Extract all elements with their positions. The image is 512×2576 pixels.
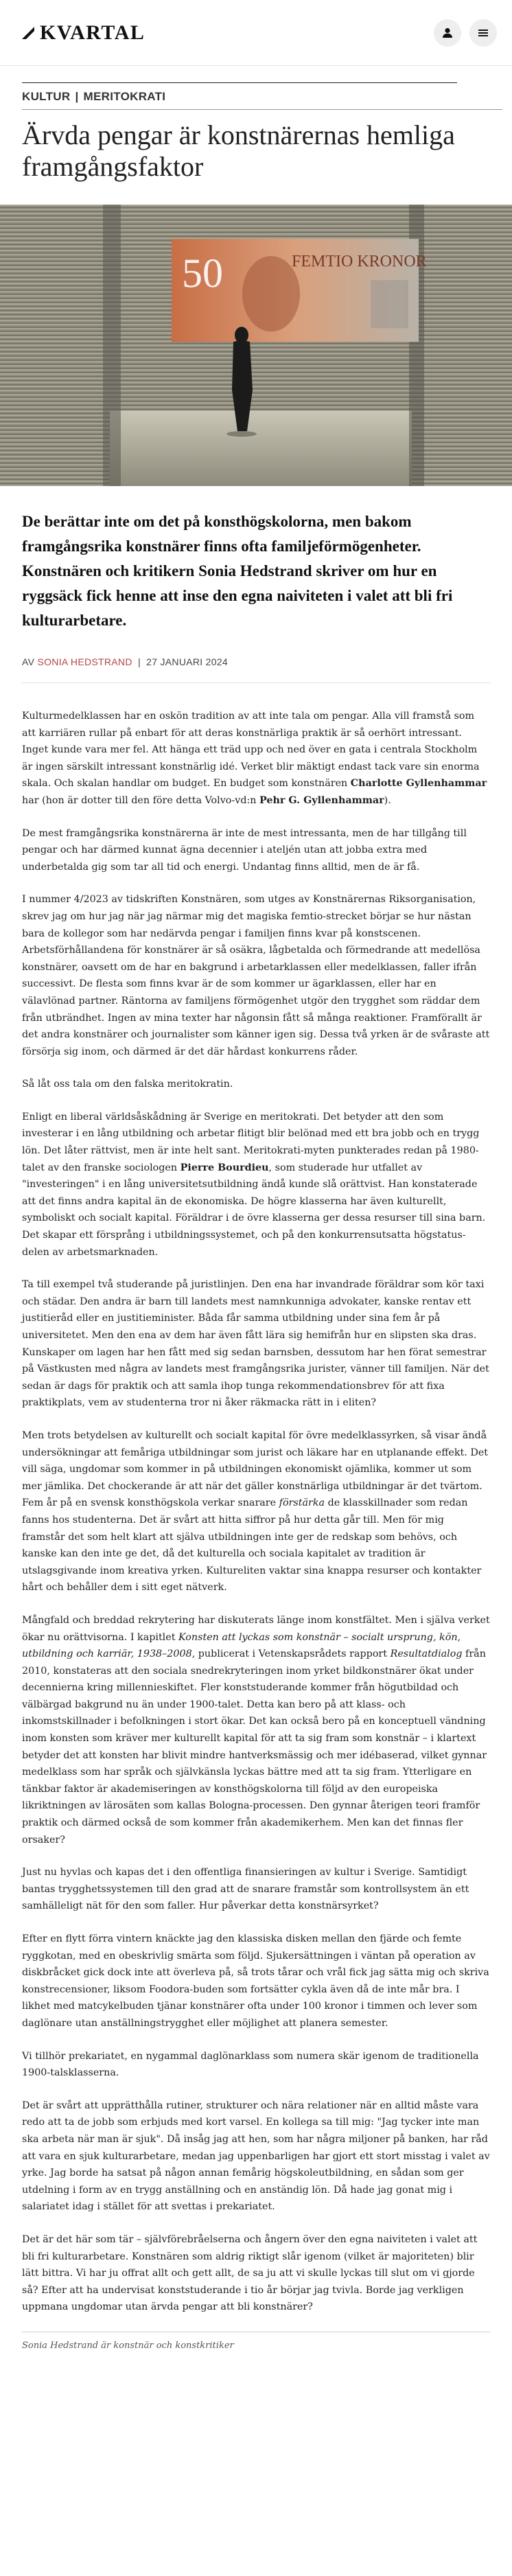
text-run: I nummer 4/2023 av tidskriften Konstnären, som utges av Konstnärernas Riksorganisation, skrev jag om hur jag när jag närmar mig det magiska femtio-strecket börjar se hur nästan bara de kollegor som har nedärvda pengar i familjen finns kvar på konstscenen. Arbetsförhållandena för konstnärer är så osäkra, lågbetalda och förmedrande att medellösa konstnärer, oavsett om de har en bakgrund i arbetarklassen eller medelklassen, faller ifrån successivt. De flesta som finns kvar är de som kommer ur ägarklassen, eller har en välavlönad partner. Räntorna av familjens förmögenhet utgör den trygghet som räddar dem från utbrändhet. Ingen av mina texter har någonsin fått så många reaktioner. Framförallt är det andra konstnärer och journalister som känner igen sig. Dessa två yrken är de svåraste att försörja sig inom, och därmed är det där hårdast konkurrens råder.	[22, 894, 490, 1057]
bold-name: Charlotte Gyllenhammar	[350, 778, 487, 790]
body-paragraph	[22, 1864, 490, 1915]
text-run: , publicerat i Vetenskapsrådets rapport	[191, 1648, 391, 1660]
article-title: Ärvda pengar är konstnärernas hemliga framgångsfaktor	[22, 119, 455, 182]
user-icon[interactable]	[434, 19, 461, 47]
bold-name: Pierre Bourdieu	[180, 1162, 269, 1173]
byline-divider	[22, 682, 490, 683]
text-run: från 2010, konstateras att den sociala snedrekryteringen inom yrket bildkonstnärer ökat under decennierna kring millennieskiftet. Fler konststuderande kommer från högutbildad och välbärgad bakgrund nu än under 1900-talet. Detta kan bero på att klass- och inkomstskillnader i befolkningen i stort ökar. Det kan också bero på en konceptuell vändning inom konsten som kräver mer kulturellt kapital för att ta sig fram som konstnär – i klartext betyder det att konsten har blivit mindre hantverksmässig och mer idébaserad, vilket gynnar medelklass som har språk och självkänsla lyckas bättre med att ta sig fram. Ytterligare en tänkbar faktor är akademiseringen av konsthögskolorna till följd av den europeiska likriktningen av lärosäten som kallas Bologna-processen. Den gynnar återigen teori framför praktik och därmed också de som kommer från akademikerhem. Men kan det finnas fler orsaker?	[22, 1648, 487, 1845]
title-divider	[22, 109, 502, 110]
italic-title: Konsten att lyckas som konstnär – socialt ursprung, kön, utbildning och karriär, 1938–2008	[22, 1631, 461, 1660]
text-run: Mångfald och breddad rekrytering har diskuterats länge inom konstfältet. Men i själva verket ökar nu orättvisorna. I kapitlet	[22, 1614, 490, 1643]
body-paragraph	[22, 2231, 490, 2316]
text-run: Enligt en liberal världsåskådning är Sverige en meritokrati. Det betyder att den som investerar i en lång utbildning och arbetar flitigt blir belönad med ett bra jobb och en trygg lön. Det låter rättvist, men är inte helt sant. Meritokrati-myten punkterades redan på 1980-talet av den franske sociologen	[22, 1111, 480, 1173]
text-run: Men trots betydelsen av kulturellt och socialt kapital för övre medelklassyrken, så visar ändå undersökningar att femåriga utbildningar som jurist och läkare har en utplanande effekt. Det vill säga, ungdomar som kommer in på utbildningen ekonomiskt ojämlika, kommer ut som mer jämlika. Det chockerande är att när det gäller konstnärliga utbildningar är det tvärtom. Fem år på en svensk konsthögskola verkar snarare	[22, 1429, 489, 1509]
text-run: Just nu hyvlas och kapas det i den offentliga finansieringen av kultur i Sverige. Samtidigt bantas trygghetssystemen till den grad att de snarare framstår som kontrollsystem än ett samhälleligt nät för den som faller. Hur påverkar detta konstnärsyrket?	[22, 1867, 469, 1912]
text-run: de klasskillnader som redan fanns hos studenterna. Det är svårt att hitta siffror på hur detta går till. Men för mig framstår det som helt klart att själva utbildningen inte ger de redskap som behövs, och kanske kan den inte ge det, då det kulturella och sociala kapitalet av tradition är utslagsgivande inom kreativa yrken. Kultureliten vaktar sina knappa resurser och kontakter hårt och behåller dem i sitt eget nätverk.	[22, 1497, 482, 1594]
text-run: Kulturmedelklassen har en oskön tradition av att inte tala om pengar. Alla vill framstå som att karriären rullar på enbart för att deras konstnärliga praktik är så oerhört intressant. Inget kunde vara mer fel. Att hänga ett träd upp och ned över en gata i centrala Stockholm är ingen särskilt intressant konstnärlig idé. Verket blir mäktigt endast tack vare sin enorma skala. Och skalan handlar om budget. En budget som konstnären	[22, 711, 480, 790]
body-paragraph	[22, 708, 490, 809]
logo-text: KVARTAL	[40, 21, 146, 44]
banknote-denomination: 50	[182, 251, 223, 296]
logo-mark-icon	[22, 25, 37, 41]
text-run: ).	[384, 794, 391, 806]
publish-date: 27 JANUARI 2024	[146, 656, 229, 667]
text-run: Det är det här som tär – självförebråelserna och ångern över den egna naiviteten i valet att bli fri kulturarbetare. Konstnären som aldrig riktigt slår igenom (vilket är majoriteten) blir lätt bittra. Vi har ju offrat allt och gett allt, de sa ju att vi skulle lyckas till slut om vi gjorde så? Efter att ha undervisat konststuderande i tio år börjar jag tvivla. Borde jag verkligen uppmana ungdomar utan ärvda pengar att bli konstnärer?	[22, 2233, 478, 2313]
text-run: Det är svårt att upprätthålla rutiner, strukturer och nära relationer när en alltid måste vara redo att ta de jobb som erbjuds med kort varsel. En kollega sa till mig: "Jag tycker inte man ska arbeta när man är sjuk". Då insåg jag att hen, som har några miljoner på banken, har råd att vara en sjuk kulturarbetare, medan jag uppenbarligen har gjort ett stort misstag i valet av yrke. Jag borde ha satsat på någon annan femårig högskoleutbildning, en sådan som ger utdelning i form av en trygg anställning och en anständig lön. Då hade jag gonat mig i salariatet idag i stället för att svettas i prekariatet.	[22, 2100, 490, 2213]
italic-title: förstärka	[279, 1497, 325, 1509]
hero-image	[0, 205, 512, 486]
menu-icon[interactable]	[469, 19, 497, 47]
body-paragraph	[22, 1427, 490, 1596]
text-run: Efter en flytt förra vintern knäckte jag den klassiska disken mellan den fjärde och femte ryggkotan, med en obeskrivlig smärta som följd. Sjukersättningen i väntan på operation av diskbråcket gick dock inte att överleva på, så trots tårar och vrål fick jag sätta mig och skriva konstrecensioner, liksom Foodora-buden som fortsätter cykla även då de inte mår bra. I likhet med matcykelbuden tjänar konstnärer ofta under 100 kronor i timmen och lever som daglönare utan anställningstrygghet eller möjlighet att planera semester.	[22, 1933, 489, 2029]
body-paragraph	[22, 1276, 490, 1412]
banknote-graphic	[172, 239, 427, 342]
article-body	[22, 708, 490, 2316]
author-caption: Sonia Hedstrand är konstnär och konstkritiker	[22, 2340, 234, 2351]
author-link[interactable]: SONIA HEDSTRAND	[37, 656, 132, 667]
body-paragraph	[22, 2048, 490, 2082]
text-run: Så låt oss tala om den falska meritokratin.	[22, 1079, 233, 1090]
site-logo[interactable]	[22, 21, 145, 45]
body-paragraph	[22, 2097, 490, 2216]
article-category: KULTUR | MERITOKRATI	[22, 90, 166, 103]
article-body-wrapper	[0, 509, 512, 2351]
text-run: Ta till exempel två studerande på juristlinjen. Den ena har invandrade föräldrar som kör taxi och städar. Den andra är barn till landets mest namnkunniga advokater, kanske rentav ett justitieråd eller en justitieminister. Båda får samma utbildning under sina fem år på universitetet. Men den ena av dem har även fått lära sig hemifrån hur en slipsten ska dras. Kunskaper om lagen har hen fått med sig sedan barnsben, dessutom har hen förat semestrar på Västkusten med några av landets mest framgångsrika jurister, vänner till familjen. När det sedan är dags för praktik och att samla ihop tunga rekommendationsbrev för att fixa praktikplats, vem av studenterna tror ni åker räkmacka rätt in i eliten?	[22, 1279, 489, 1409]
body-paragraph	[22, 1109, 490, 1261]
article-header	[0, 82, 512, 183]
body-paragraph	[22, 1612, 490, 1848]
body-paragraph	[22, 1931, 490, 2032]
category-link[interactable]: KULTUR	[22, 90, 71, 103]
text-run: De mest framgångsrika konstnärerna är inte de mest intressanta, men de har tillgång till pengar och har därmed kunnat ägna decennier i ateljén utan att jobba extra med underbetalda gig som tar all tid och energi. Undantag finns alltid, men de är få.	[22, 827, 467, 873]
header-actions	[434, 19, 497, 47]
body-paragraph	[22, 891, 490, 1060]
body-paragraph	[22, 1076, 490, 1093]
italic-title: Resultatdialog	[390, 1648, 463, 1660]
hero-illustration	[0, 205, 512, 486]
subcategory-link[interactable]: MERITOKRATI	[83, 90, 166, 103]
body-paragraph	[22, 825, 490, 876]
site-header	[0, 0, 512, 66]
article-lead: De berättar inte om det på konsthögskolorna, men bakom framgångsrika konstnärer finns ofta familjeförmögenheter. Konstnären och kritikern Sonia Hedstrand skriver om hur en ryggsäck fick henne att inse den egna naiviteten i valet att bli fri kulturarbetare.	[22, 513, 453, 629]
text-run: Vi tillhör prekariatet, en nygammal daglönarklass som numera skär igenom de traditionella 1900-talsklasserna.	[22, 2050, 479, 2079]
banknote-text: FEMTIO KRONOR	[292, 253, 427, 271]
text-run: , som studerade hur utfallet av "investeringen" i en lång universitetsutbildning ändå kunde slå orättvist. Han konstaterade att det finns andra kapital än de ekonomiska. De högre klasserna har även kulturellt, symboliskt och socialt kapital. Föräldrar i de övre klasserna ger dessa resurser till sina barn. Det skapar ett försprång i utbildningssystemet, och på den konkurrensutsatta högstatus-delen av arbetsmarknaden.	[22, 1162, 486, 1258]
section-divider	[22, 82, 457, 83]
bold-name: Pehr G. Gyllenhammar	[259, 794, 384, 806]
text-run: har (hon är dotter till den före detta Volvo-vd:n	[22, 794, 260, 806]
byline: AV SONIA HEDSTRAND | 27 JANUARI 2024	[22, 656, 229, 667]
